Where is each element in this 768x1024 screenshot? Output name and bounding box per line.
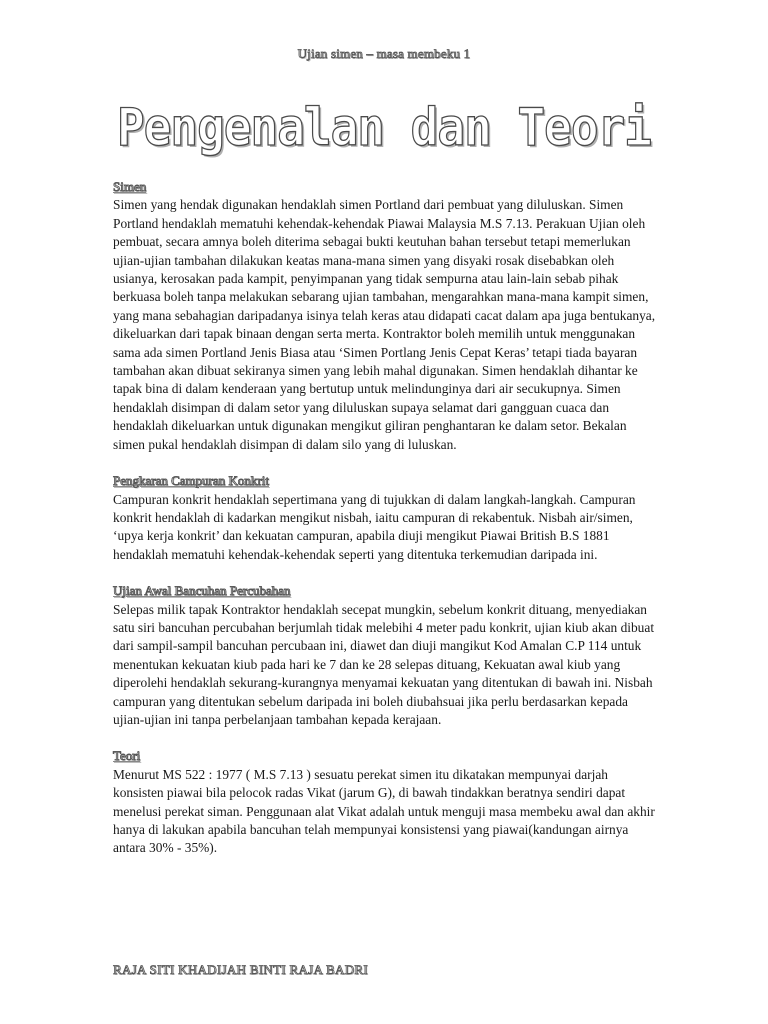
- section-pengkaran: [113, 472, 658, 564]
- section-ujian-awal: [113, 582, 658, 729]
- section-body-teori: Menurut MS 522 : 1977 ( M.S 7.13 ) sesuatu perekat simen itu dikatakan mempunyai darjah konsisten piawai bila pelocok radas Vikat (jarum G), di bawah tindakkan beratnya sendiri dapat menelusi perekat siman. Penggunaan alat Vikat adalah untuk menguji masa membeku awal dan akhir hanya di lakukan apabila bancuhan telah mempunyai konsistensi yang piawai(kandungan airnya antara 30% - 35%).: [113, 766, 655, 856]
- section-teori: [113, 747, 658, 857]
- section-body-pengkaran: Campuran konkrit hendaklah sepertimana yang di tujukkan di dalam langkah-langkah. Campuran konkrit hendaklah di kadarkan mengikut nisbah, iaitu campuran di rekabentuk. Nisbah air/simen, ‘upya kerja konkrit’ dan kekuatan campuran, apabila diuji mengikut Piawai British B.S 1881 hendaklah mematuhi kehendak-kehendak seperti yang ditentuka terkemudian daripada ini.: [113, 491, 636, 562]
- document-body: [113, 178, 658, 876]
- section-body-simen: Simen yang hendak digunakan hendaklah simen Portland dari pembuat yang diluluskan. Simen Portland hendaklah mematuhi kehendak-kehendak Piawai Malaysia M.S 7.13. Perakuan Ujian oleh pembuat, secara amnya boleh diterima sebagai bukti keutuhan bahan tersebut tetapi memerlukan ujian-ujian tambahan dilakukan keatas mana-mana simen yang disyaki rosak disebabkan oleh usianya, kerosakan pada kampit, penyimpanan yang tidak sempurna atau lain-lain sebab pihak berkuasa boleh tanpa melakukan sebarang ujian tambahan, mengarahkan mana-mana kampit simen, yang mana sebahagian daripadanya isinya telah keras atau didapati cacat dalam apa juga bentukanya, dikeluarkan dari tapak binaan dengan serta merta. Kontraktor boleh memilih untuk menggunakan sama ada simen Portland Jenis Biasa atau ‘Simen Portlang Jenis Cepat Keras’ tetapi tiada bayaran tambahan akan dibuat sekiranya simen yang lebih mahal digunakan. Simen hendaklah dihantar ke tapak bina di dalam kenderaan yang bertutup untuk melindunginya dari air secukupnya. Simen hendaklah disimpan di dalam setor yang diluluskan supaya selamat dari gangguan cuaca dan hendaklah dikeluarkan untuk digunakan mengikut giliran penghantaran ke dalam setor. Bekalan simen pukal hendaklah disimpan di dalam silo yang di luluskan.: [113, 197, 656, 452]
- page-title: Pengenalan dan Teori: [117, 96, 651, 158]
- section-heading-pengkaran: Pengkaran Campuran Konkrit: [113, 473, 269, 489]
- section-heading-teori: Teori: [113, 748, 141, 764]
- section-heading-simen: Simen: [113, 179, 147, 194]
- section-body-ujian-awal: Selepas milik tapak Kontraktor hendaklah secepat mungkin, sebelum konkrit dituang, menyediakan satu siri bancuhan percubahan berjumlah tidak melebihi 4 meter padu konkrit, ujian kiub akan dibuat dari sampil-sampil bancuhan percubaan ini, diawet dan diuji mangikut Kod Amalan C.P 114 untuk menentukan kekuatan kiub pada hari ke 7 dan ke 28 selepas dituang, Kekuatan awal kiub yang diperolehi hendaklah sekurang-kurangnya menyamai kekuatan yang ditentukan di bawah ini. Nisbah campuran yang ditentukan sebelum daripada ini boleh diubahsuai jika perlu berdasarkan kepada ujian-ujian ini tanpa perbelanjaan tambahan kepada kerajaan.: [113, 601, 655, 727]
- running-header: Ujian simen – masa membeku 1: [297, 46, 471, 61]
- section-heading-ujian-awal: Ujian Awal Bancuhan Percubahan: [113, 583, 291, 599]
- footer-author: RAJA SITI KHADIJAH BINTI RAJA BADRI: [113, 962, 368, 977]
- section-simen: [113, 178, 658, 454]
